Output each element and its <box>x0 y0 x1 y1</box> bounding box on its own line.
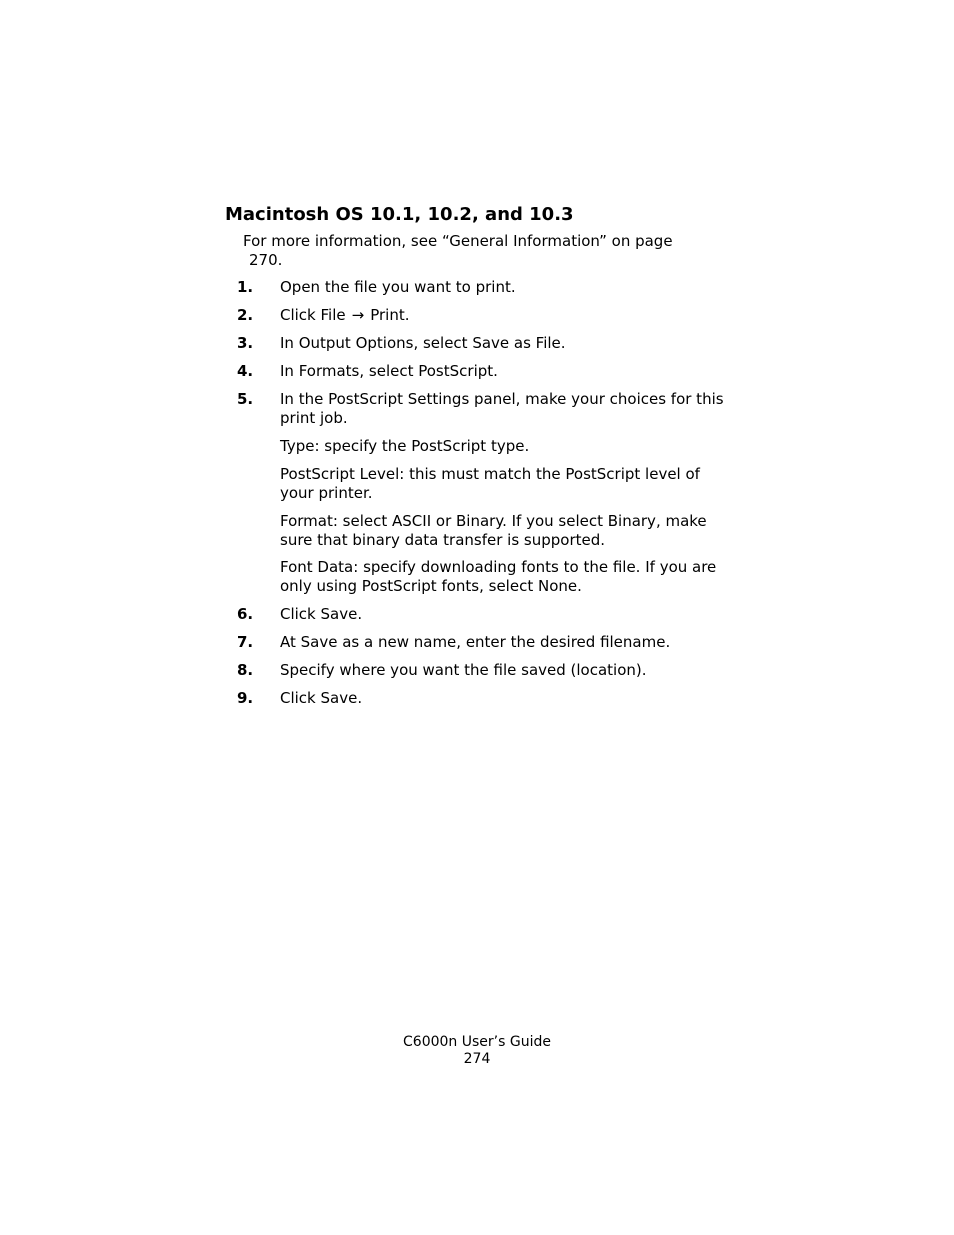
step-number: 2. <box>237 306 254 324</box>
step-text: In the PostScript Settings panel, make your choices for this print job. <box>280 390 724 427</box>
intro-line-2: 270. <box>249 251 283 269</box>
step-number: 5. <box>237 390 254 408</box>
sub-item-type: Type: specify the PostScript type. <box>280 437 530 455</box>
step-number: 7. <box>237 633 254 651</box>
step-text-before-arrow: Click File <box>280 306 346 324</box>
step-number: 6. <box>237 605 254 623</box>
step-text-after-arrow: Print. <box>370 306 410 324</box>
step-text: Open the file you want to print. <box>280 278 516 296</box>
step-number: 8. <box>237 661 254 679</box>
step-text <box>280 306 730 325</box>
sub-item-font-data: Font Data: specify downloading fonts to the file. If you are only using PostScript fonts, select None. <box>280 558 717 595</box>
step-number: 9. <box>237 689 254 707</box>
footer-page-number: 274 <box>463 1051 491 1067</box>
sub-item-format: Format: select ASCII or Binary. If you select Binary, make sure that binary data transfer is supported. <box>280 512 707 549</box>
step-number: 3. <box>237 334 254 352</box>
step-text: In Formats, select PostScript. <box>280 362 498 380</box>
step-number: 4. <box>237 362 254 380</box>
footer-guide-title: C6000n User’s Guide <box>403 1034 551 1050</box>
section-heading: Macintosh OS 10.1, 10.2, and 10.3 <box>225 204 574 225</box>
step-text: In Output Options, select Save as File. <box>280 334 566 352</box>
intro-line-1: For more information, see “General Information” on page <box>243 232 673 250</box>
step-text: Click Save. <box>280 689 363 707</box>
step-text: At Save as a new name, enter the desired filename. <box>280 633 671 651</box>
step-text: Click Save. <box>280 605 363 623</box>
sub-item-postscript-level: PostScript Level: this must match the PostScript level of your printer. <box>280 465 700 502</box>
right-arrow-icon: → <box>351 306 365 324</box>
step-number: 1. <box>237 278 254 296</box>
intro-paragraph <box>243 232 713 270</box>
step-text: Specify where you want the file saved (location). <box>280 661 647 679</box>
